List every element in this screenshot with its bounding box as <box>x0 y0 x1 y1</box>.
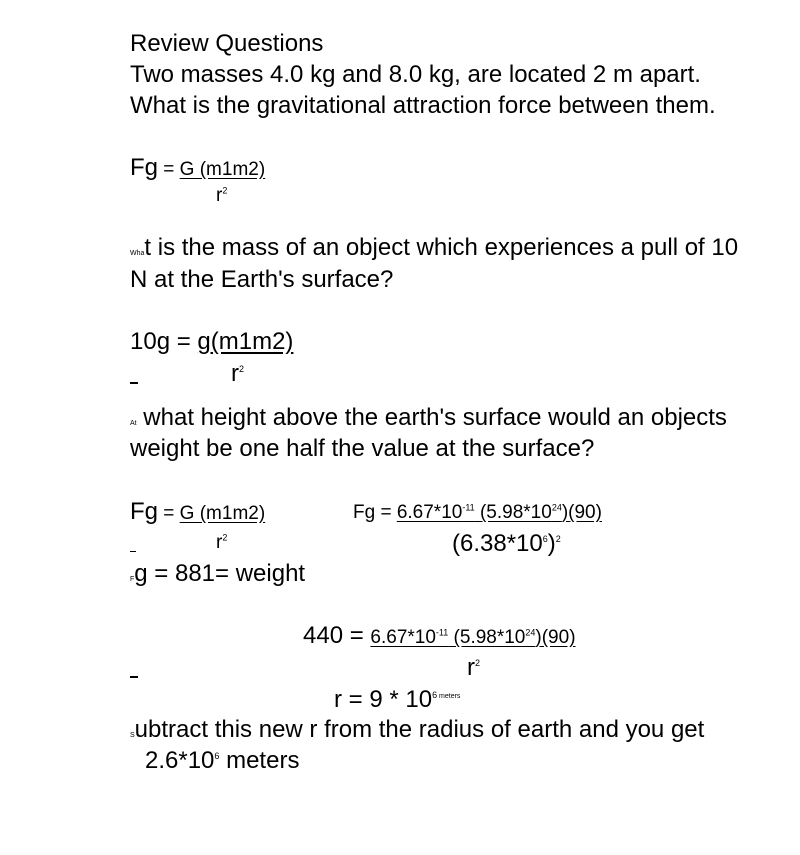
q3-formula-lhs: Fg <box>130 498 159 525</box>
q3-calc-den-a-exp: 6 <box>542 534 548 544</box>
q1-formula-numerator-line <box>130 156 265 180</box>
q3-result-rest: g = 881= weight <box>134 560 306 587</box>
q3-half-num-b-exp: 24 <box>525 627 536 638</box>
q3-final-line1 <box>130 718 704 742</box>
q2-equation <box>130 330 293 354</box>
q2-line2: N at the Earth's surface? <box>130 266 394 293</box>
q2-eq-den-var: r <box>231 360 239 387</box>
q3-half-num-c: )(90) <box>535 627 576 648</box>
q3-half-den-var: r <box>467 654 475 681</box>
q3-r-result-value: r = 9 * 10 <box>334 686 433 713</box>
q3-r-result <box>334 688 460 712</box>
q3-half-den-exp: 2 <box>475 658 481 668</box>
q1-formula-den-var: r <box>216 185 223 206</box>
q2-line1 <box>130 236 738 260</box>
q3-result-small: F <box>130 576 135 583</box>
q3-formula-den-exp: 2 <box>222 532 228 543</box>
q3-half-num-a: 6.67*10 <box>370 627 436 648</box>
q3-result <box>130 562 305 586</box>
q3-calc-den-b-exp: 2 <box>555 534 561 544</box>
q1-formula-eq: = <box>158 159 180 180</box>
q3-final-value <box>145 749 299 773</box>
bullet-dash <box>130 676 138 678</box>
q3-line2: weight be one half the value at the surface? <box>130 435 595 462</box>
q3-calc-num-c: )(90) <box>561 502 602 523</box>
q3-final-unit: meters <box>219 747 300 774</box>
q2-eq-numerator: g(m1m2) <box>197 328 294 355</box>
q3-r-result-unit: meters <box>437 693 461 700</box>
q1-formula-numerator: G (m1m2) <box>179 159 266 180</box>
q2-eq-lhs: 10g = <box>130 328 198 355</box>
q3-formula-numerator-line <box>130 500 265 524</box>
q3-half-num-a-exp: -11 <box>435 627 449 638</box>
q1-formula-lhs: Fg <box>130 154 159 181</box>
q3-r-result-exp: 6 <box>432 690 438 700</box>
q3-calc-num-b: (5.98*10 <box>474 502 552 523</box>
q1-formula-den-exp: 2 <box>222 185 228 196</box>
q3-calc-lhs: Fg = <box>353 502 397 523</box>
bullet-dash <box>130 551 136 552</box>
q3-calc-num-a-exp: -11 <box>462 502 475 513</box>
page-title: Review Questions <box>130 30 324 57</box>
q3-half-numerator-line <box>303 624 576 648</box>
q3-half-lhs: 440 = <box>303 622 371 649</box>
q1-formula-denominator <box>216 186 227 205</box>
q3-small-prefix: At <box>130 420 137 427</box>
q3-calc-numerator-line <box>353 503 602 522</box>
q3-calc-den-b: ) <box>547 530 556 557</box>
bullet-dash <box>130 382 138 384</box>
q1-line2: What is the gravitational attraction force between them. <box>130 92 716 119</box>
q3-final-value-exp: 6 <box>214 751 220 761</box>
q3-formula-eq: = <box>158 503 180 524</box>
q3-final-rest: ubtract this new r from the radius of earth and you get <box>134 716 705 743</box>
q3-final-value-num: 2.6*10 <box>145 747 215 774</box>
q2-eq-denominator <box>231 362 244 386</box>
q1-line1: Two masses 4.0 kg and 8.0 kg, are located 2 m apart. <box>130 61 701 88</box>
q2-line1-rest: t is the mass of an object which experiences a pull of 10 <box>144 234 739 261</box>
q3-half-num-b: (5.98*10 <box>448 627 526 648</box>
q3-formula-den-var: r <box>216 532 223 553</box>
q3-calc-num-b-exp: 24 <box>551 502 562 513</box>
q2-eq-den-exp: 2 <box>239 364 245 374</box>
q3-calc-num-a: 6.67*10 <box>396 502 463 523</box>
q3-final-small: S <box>130 732 135 739</box>
q2-small-prefix: Wha <box>130 250 145 257</box>
q3-calc-numerator <box>397 502 602 523</box>
q3-half-numerator <box>370 627 575 648</box>
q3-line1-rest: what height above the earth's surface would an objects <box>136 404 727 431</box>
q3-calc-den-a: (6.38*10 <box>452 530 543 557</box>
q3-formula-numerator: G (m1m2) <box>179 503 266 524</box>
q3-calc-denominator <box>452 532 561 556</box>
q3-line1 <box>130 406 727 430</box>
q3-formula-denominator <box>216 533 227 552</box>
q3-half-denominator <box>467 656 480 680</box>
